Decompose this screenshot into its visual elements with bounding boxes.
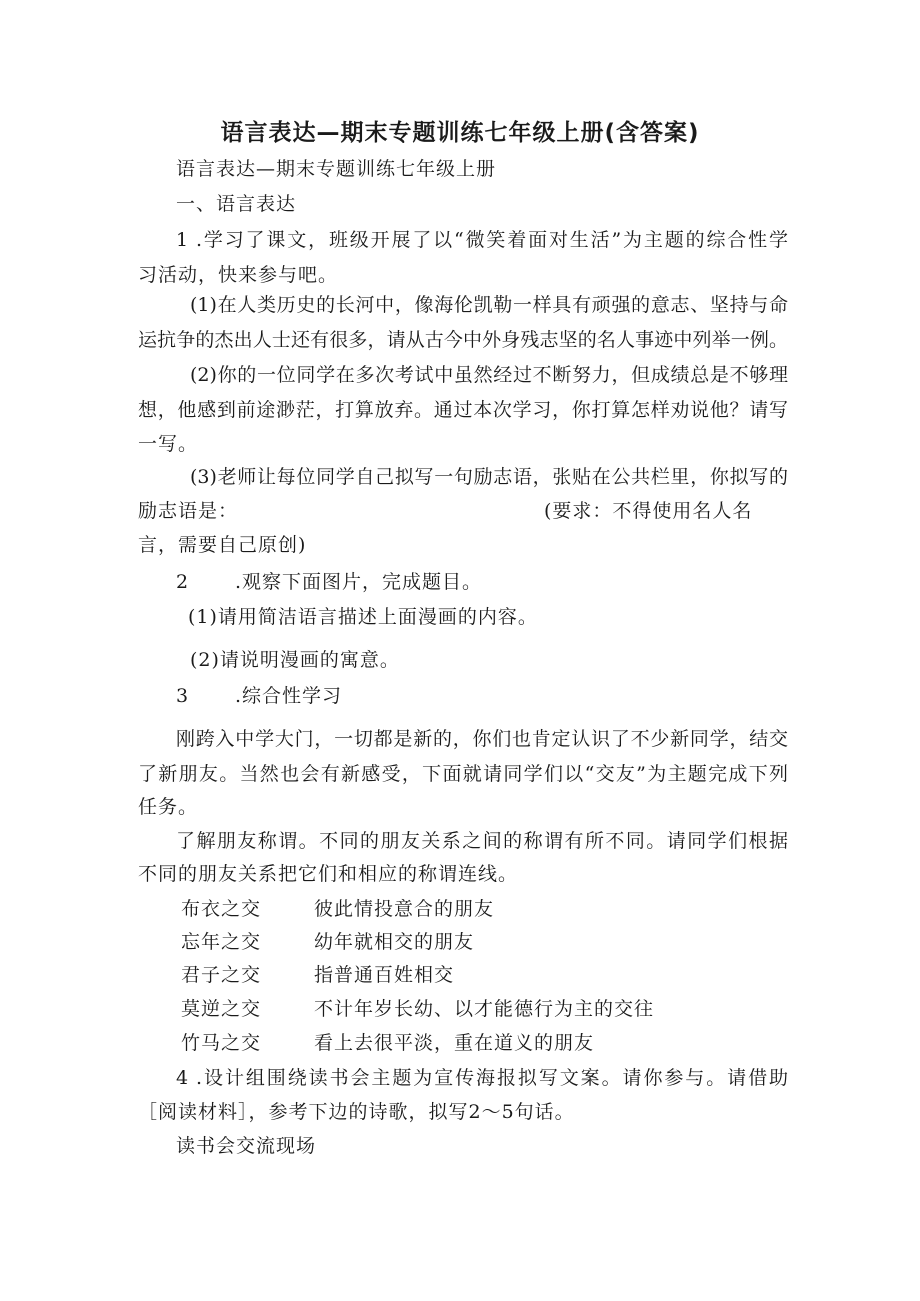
match-left-item: 莫逆之交 — [181, 998, 262, 1020]
q2-text: .观察下面图片，完成题目。 — [235, 571, 483, 593]
match-right-item: 幼年就相交的朋友 — [314, 931, 475, 953]
q1-part1-line: 运抗争的杰出人士还有很多，请从古今中外身残志坚的名人事迹中列举一例。 — [138, 329, 788, 351]
q1-part3-line: 言，需要自己原创) — [138, 534, 307, 556]
q1-part1-line: (1)在人类历史的长河中，像海伦凯勒一样具有顽强的意志、坚持与命 — [190, 294, 788, 316]
q1-part3-line: 励志语是： — [138, 500, 239, 522]
match-left-item: 忘年之交 — [181, 931, 262, 953]
match-right-item: 指普通百姓相交 — [314, 964, 455, 986]
document-title: 语言表达—期末专题训练七年级上册(含答案) — [220, 120, 700, 146]
match-right-item: 彼此情投意合的朋友 — [314, 898, 495, 920]
subtitle: 语言表达—期末专题训练七年级上册 — [176, 158, 497, 180]
q3-text: .综合性学习 — [235, 685, 343, 707]
match-left-item: 君子之交 — [181, 964, 262, 986]
section-heading: 一、语言表达 — [176, 193, 297, 215]
q3-para-line: 了新朋友。当然也会有新感受，下面就请同学们以“交友”为主题完成下列 — [138, 763, 788, 785]
q3-para-line: 不同的朋友关系把它们和相应的称谓连线。 — [138, 863, 519, 885]
q1-part2-line: (2)你的一位同学在多次考试中虽然经过不断努力，但成绩总是不够理 — [190, 364, 788, 386]
match-right-item: 不计年岁长幼、以才能德行为主的交往 — [314, 998, 655, 1020]
match-right-item: 看上去很平淡，重在道义的朋友 — [314, 1032, 595, 1054]
q2-part2: (2)请说明漫画的寓意。 — [190, 649, 400, 671]
q2-part1: (1)请用简洁语言描述上面漫画的内容。 — [188, 606, 538, 628]
q3-para-line: 了解朋友称谓。不同的朋友关系之间的称谓有所不同。请同学们根据 — [176, 830, 788, 852]
q4-line: 4 .设计组围绕读书会主题为宣传海报拟写文案。请你参与。请借助 — [176, 1067, 788, 1089]
q2-number: 2 — [176, 571, 190, 593]
q3-number: 3 — [176, 685, 190, 707]
match-left-item: 布衣之交 — [181, 898, 262, 920]
q3-para-line: 任务。 — [138, 796, 199, 818]
match-left-item: 竹马之交 — [181, 1032, 262, 1054]
q1-part2-line: 想，他感到前途渺茫，打算放弃。通过本次学习，你打算怎样劝说他？请写 — [138, 399, 788, 421]
q1-part3-line: (3)老师让每位同学自己拟写一句励志语，张贴在公共栏里，你拟写的 — [190, 466, 788, 488]
q4-line: ［阅读材料］，参考下边的诗歌，拟写2～5句话。 — [138, 1101, 575, 1123]
q1-part3-requirement: (要求：不得使用名人名 — [544, 500, 753, 522]
q1-part2-line: 一写。 — [138, 433, 199, 455]
q1-line: 1 .学习了课文，班级开展了以“微笑着面对生活”为主题的综合性学 — [176, 229, 788, 251]
q4-line: 读书会交流现场 — [176, 1135, 317, 1157]
q3-para-line: 刚跨入中学大门，一切都是新的，你们也肯定认识了不少新同学，结交 — [176, 728, 788, 750]
q1-line: 习活动，快来参与吧。 — [138, 264, 339, 286]
